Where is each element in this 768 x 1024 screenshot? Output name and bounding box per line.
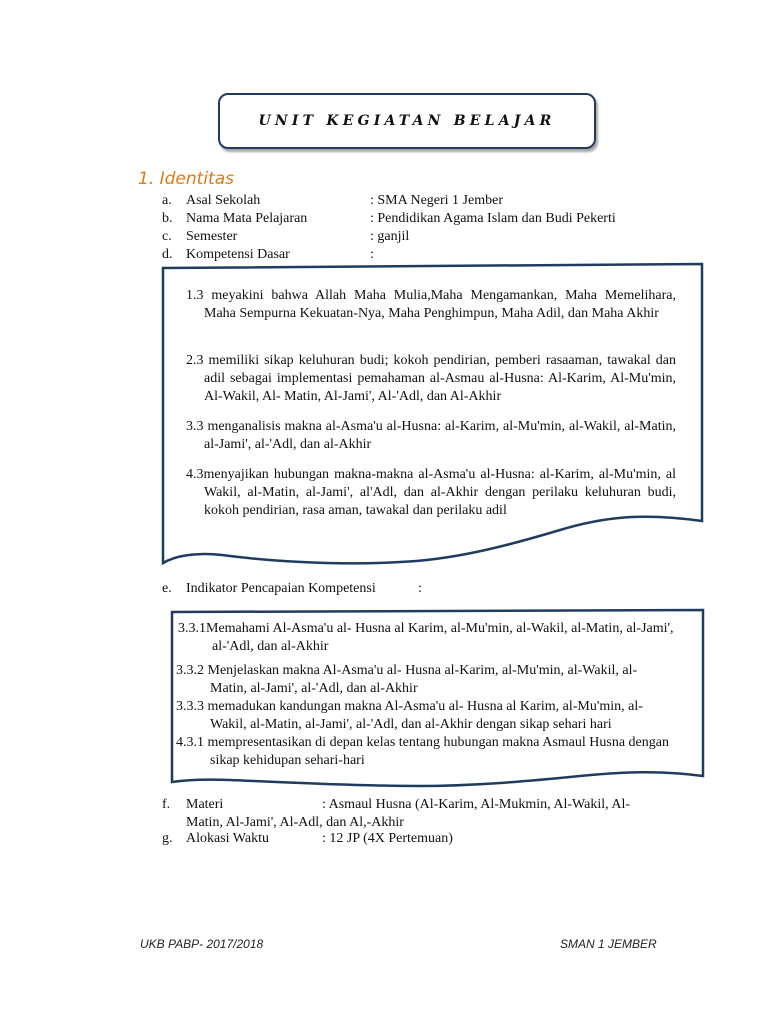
kd-text: 2.3 memiliki sikap keluhuran budi; kokoh pendirian, pemberi rasaaman, tawakal dan adil sebagai implementasi pemahaman al-Asmau al-Husna: Al-Karim, Al-Mu'min, Al-Wakil, Al- Matin, Al-Jami', Al-'Adl, dan Al-Akhir (186, 353, 676, 404)
row-label: Materi (186, 797, 224, 812)
section-heading: 1. Identitas (138, 169, 234, 189)
row-value: : SMA Negeri 1 Jember (370, 193, 503, 208)
indikator-text: 4.3.1 mempresentasikan di depan kelas tentang hubungan makna Asmaul Husna dengan sikap kehidupan sehari-hari (176, 735, 669, 768)
row-label: Semester (186, 229, 238, 244)
kd-item-1-3 (186, 287, 676, 323)
indikator-item-3-3-2 (176, 662, 662, 698)
row-value: : 12 JP (4X Pertemuan) (322, 831, 453, 846)
row-colon: : (418, 581, 422, 596)
row-label: Kompetensi Dasar (186, 247, 290, 262)
indikator-text: 3.3.2 Menjelaskan makna Al-Asma'u al- Husna al-Karim, al-Mu'min, al-Wakil, al-Matin, al-Jami', al-'Adl, dan al-Akhir (176, 663, 638, 696)
indikator-text: 3.3.3 memadukan kandungan makna Al-Asma'u al- Husna al Karim, al-Mu'min, al-Wakil, al-Matin, al-Jami', al-'Adl, dan al-Akhir dengan sikap sehari hari (176, 699, 643, 732)
row-label: Nama Mata Pelajaran (186, 211, 308, 226)
row-letter: a. (162, 193, 172, 208)
materi-row (162, 796, 682, 832)
kd-item-4-3 (186, 466, 676, 520)
row-letter: f. (162, 797, 171, 812)
kd-text: 4.3menyajikan hubungan makna-makna al-Asma'u al-Husna: al-Karim, al-Mu'min, al Wakil, al-Matin, al-Jami', al'Adl, dan al-Akhir dengan perilaku keluhuran budi, kokoh pendirian, rasa aman, tawakal dan perilaku adil (186, 467, 676, 518)
row-value: : Pendidikan Agama Islam dan Budi Pekerti (370, 211, 616, 226)
indikator-item-3-3-1 (178, 620, 678, 656)
row-value: : (370, 247, 374, 262)
row-label: Asal Sekolah (186, 193, 261, 208)
indikator-row (162, 580, 682, 598)
row-letter: d. (162, 247, 173, 262)
row-label: Indikator Pencapaian Kompetensi (186, 581, 376, 596)
row-value-cont: Matin, Al-Jami', Al-Adl, dan Al,-Akhir (186, 815, 404, 830)
kd-text: 3.3 menganalisis makna al-Asma'u al-Husna: al-Karim, al-Mu'min, al-Wakil, al-Matin, al-Jami', al-'Adl, dan al-Akhir (186, 419, 676, 452)
indikator-item-3-3-3 (176, 698, 672, 734)
row-value: : ganjil (370, 229, 410, 244)
kd-item-3-3 (186, 418, 676, 454)
kd-text: 1.3 meyakini bahwa Allah Maha Mulia,Maha Mengamankan, Maha Memelihara, Maha Sempurna Kekuatan-Nya, Maha Penghimpun, Maha Adil, dan Maha Akhir (186, 288, 676, 321)
indikator-text: 3.3.1Memahami Al-Asma'u al- Husna al Karim, al-Mu'min, al-Wakil, al-Matin, al-Jami', al-'Adl, dan al-Akhir (178, 621, 674, 654)
row-letter: c. (162, 229, 172, 244)
kd-item-2-3 (186, 352, 676, 406)
page-title: UNIT KEGIATAN BELAJAR (258, 113, 556, 129)
row-letter: g. (162, 831, 173, 846)
row-letter: e. (162, 581, 172, 596)
row-value: : Asmaul Husna (Al-Karim, Al-Mukmin, Al-Wakil, Al- (322, 797, 631, 812)
footer-left: UKB PABP- 2017/2018 (140, 937, 264, 951)
row-letter: b. (162, 211, 173, 226)
row-label: Alokasi Waktu (186, 831, 269, 846)
footer-right: SMAN 1 JEMBER (560, 937, 657, 951)
alokasi-row (162, 830, 682, 848)
indikator-item-4-3-1 (176, 734, 672, 770)
